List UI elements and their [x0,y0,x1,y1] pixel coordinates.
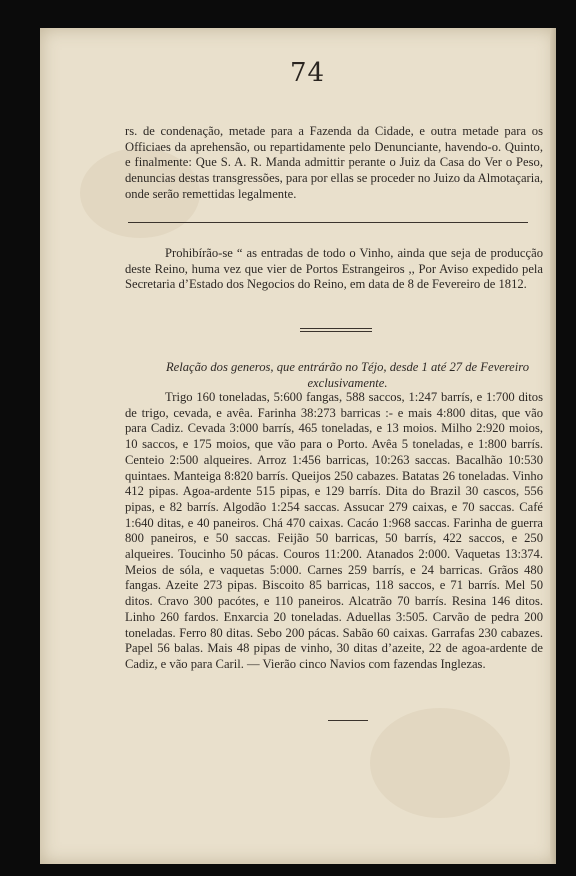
page-edge [550,28,556,864]
paragraph-text: Trigo 160 toneladas, 5:600 fangas, 588 saccos, 1:247 barrís, e 1:700 ditos de trigo, cevada, e avêa. Farinha 38:273 barricas :- e mais 4:800 ditas, que vão para Cadiz. Cevada 3:000 barrís, 465 toneladas, e 13 moios. Milho 2:920 moios, 10 saccos, e 175 moios, que vão para o Porto. Avêa 5 toneladas, e 1:800 barrís. Centeio 2:500 alqueires. Arroz 1:456 barricas, 10:263 saccas. Bacalhão 10:530 quintaes. Manteiga 8:820 barrís. Queijos 250 cabazes. Batatas 26 toneladas. Vinho 412 pipas. Agoa-ardente 515 pipas, e 129 barrís. Dita do Brazil 30 cascos, 556 pipas, e 82 barrís. Algodão 1:254 saccas. Assucar 279 caixas, e 70 saccas. Café 1:640 ditas, e 40 paneiros. Chá 470 caixas. Cacáo 1:968 saccas. Farinha de guerra 800 paneiros, e 50 saccas. Feijão 50 barricas, 50 barrís, 422 saccos, e 250 alqueires. Toucinho 50 pácas. Couros 11:200. Atanados 2:000. Vaquetas 13:374. Meios de sóla, e vaquetas 5:000. Carnes 259 barrís, e 24 barricas. Grãos 480 fangas. Azeite 273 pipas. Biscoito 85 barricas, 118 saccos, e 71 barrís. Mel 50 ditos. Cravo 300 pacótes, e 110 paneiros. Alcatrão 70 barrís. Resina 146 ditos. Linho 260 fardos. Enxarcia 20 toneladas. Aduellas 3:505. Carvão de pedra 200 toneladas. Ferro 80 ditas. Sebo 200 pácas. Sabão 60 caixas. Garrafas 230 cabazes. Papel 56 balas. Mais 48 pipas de vinho, 30 ditas d’azeite, 22 de agoa-ardente de Cadiz, e vão para Caril. — Vierão cinco Navios com fazendas Inglezas. [125,390,543,671]
paragraph-goods-list [125,390,543,673]
paper-stain [370,708,510,818]
paragraph-text: Prohibírão-se “ as entradas de todo o Vinho, ainda que seja de producção deste Reino, huma vez que vier de Portos Estrangeiros ,, Por Aviso expedido pela Secretaria d’Estado dos Negocios do Reino, em data de 8 de Fevereiro de 1812. [125,246,543,292]
closing-rule [328,720,368,721]
paragraph-text: rs. de condenação, metade para a Fazenda da Cidade, e outra metade para os Officiaes da aprehensão, ou repartidamente pelo Denunciante, havendo-o. Quinto, e finalmente: Que S. A. R. Manda admittir perante o Juiz da Casa do Ver o Peso, denuncias destas transgressões, para por ellas se proceder no Juizo da Almotaçaria, onde serão remettidas legalmente. [125,124,543,201]
paragraph-condenacao [125,124,543,203]
ornamental-rule [300,328,372,332]
section-heading: Relação dos generos, que entrárão no Téjo, desde 1 até 27 de Fevereiro exclusivamente. [165,360,530,390]
paragraph-prohibition [125,246,543,293]
section-divider [128,222,528,223]
page-number: 74 [290,58,326,88]
